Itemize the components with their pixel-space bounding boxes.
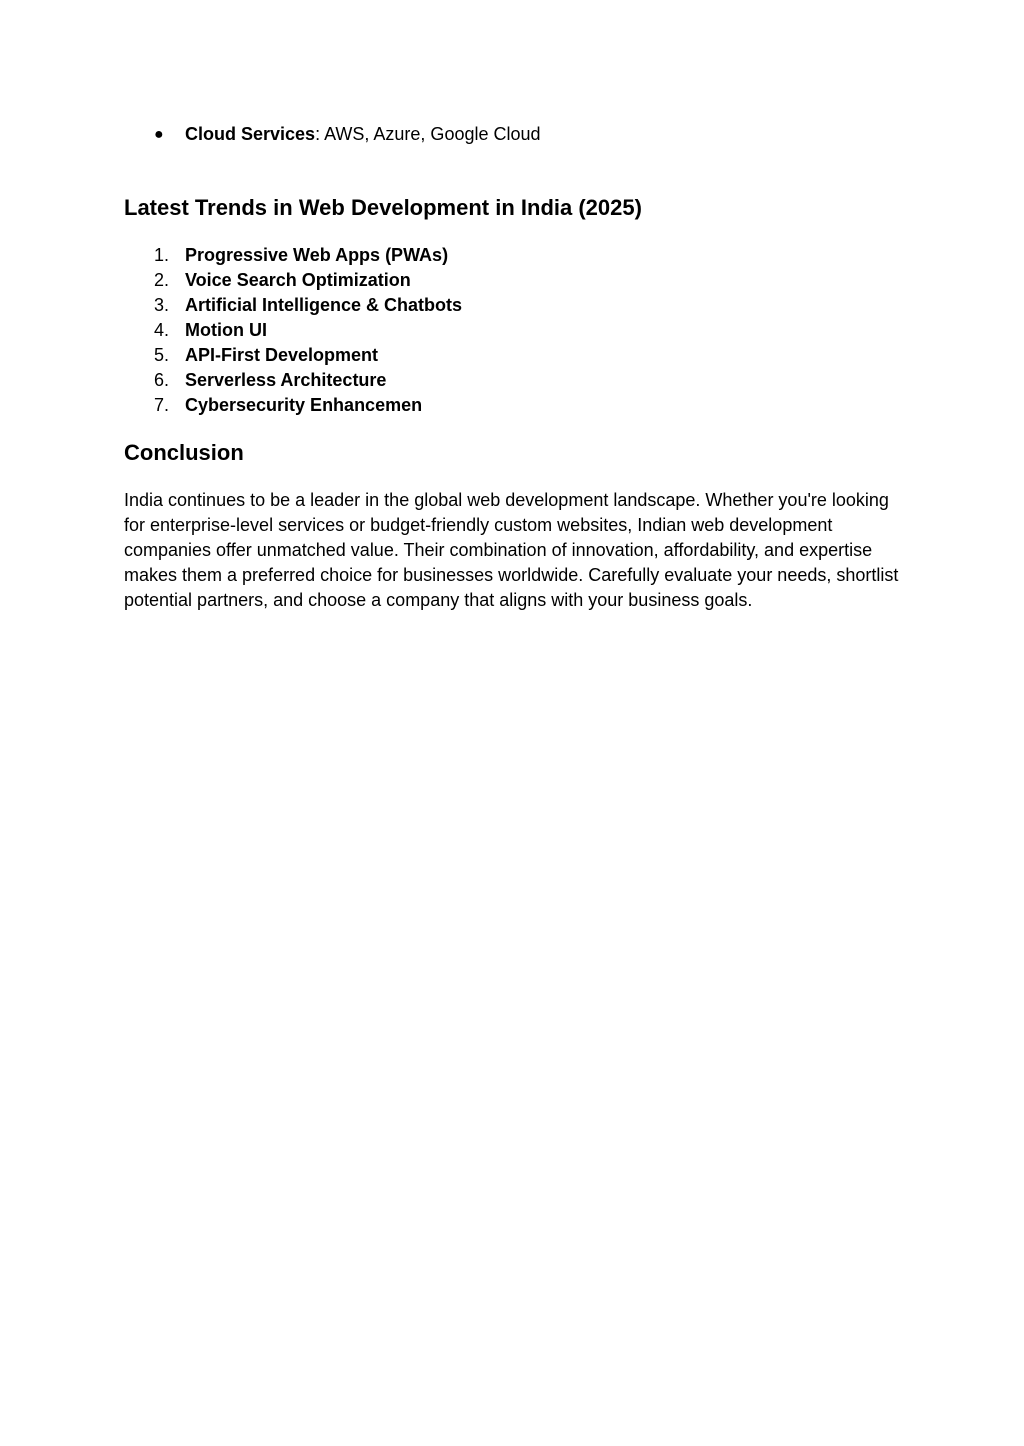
list-item xyxy=(154,243,462,268)
list-number: 7. xyxy=(154,395,170,415)
list-item-label: API-First Development xyxy=(185,345,379,365)
list-item-label: Motion UI xyxy=(185,320,267,340)
list-number: 5. xyxy=(154,345,170,365)
conclusion-heading: Conclusion xyxy=(124,440,244,465)
list-number: 4. xyxy=(154,320,170,340)
conclusion-paragraph: India continues to be a leader in the global web development landscape. Whether you're looking for enterprise-level services or budget-friendly custom websites, Indian web development companies offer unmatched value. Their combination of innovation, affordability, and expertise makes them a preferred choice for businesses worldwide. Carefully evaluate your needs, shortlist potential partners, and choose a company that aligns with your business goals. xyxy=(124,490,899,610)
cloud-services-text: : AWS, Azure, Google Cloud xyxy=(315,124,541,144)
bullet-icon: ● xyxy=(154,126,164,143)
cloud-services-label: Cloud Services xyxy=(185,124,316,144)
list-number: 6. xyxy=(154,370,170,390)
list-item-label: Voice Search Optimization xyxy=(185,270,411,290)
list-item-label: Serverless Architecture xyxy=(185,370,387,390)
list-item-label: Artificial Intelligence & Chatbots xyxy=(185,295,463,315)
list-item xyxy=(154,268,462,293)
list-item xyxy=(154,393,462,418)
list-item xyxy=(154,368,462,393)
trends-heading: Latest Trends in Web Development in India (2025) xyxy=(124,195,642,220)
list-number: 3. xyxy=(154,295,170,315)
list-number: 2. xyxy=(154,270,170,290)
bullet-list xyxy=(154,122,541,147)
list-item xyxy=(154,318,462,343)
list-item-label: Progressive Web Apps (PWAs) xyxy=(185,245,449,265)
trends-list xyxy=(154,243,462,418)
list-item-label: Cybersecurity Enhancemen xyxy=(185,395,423,415)
list-item xyxy=(154,343,462,368)
list-item xyxy=(154,293,462,318)
list-number: 1. xyxy=(154,245,170,265)
list-item-cloud-services xyxy=(154,122,541,147)
